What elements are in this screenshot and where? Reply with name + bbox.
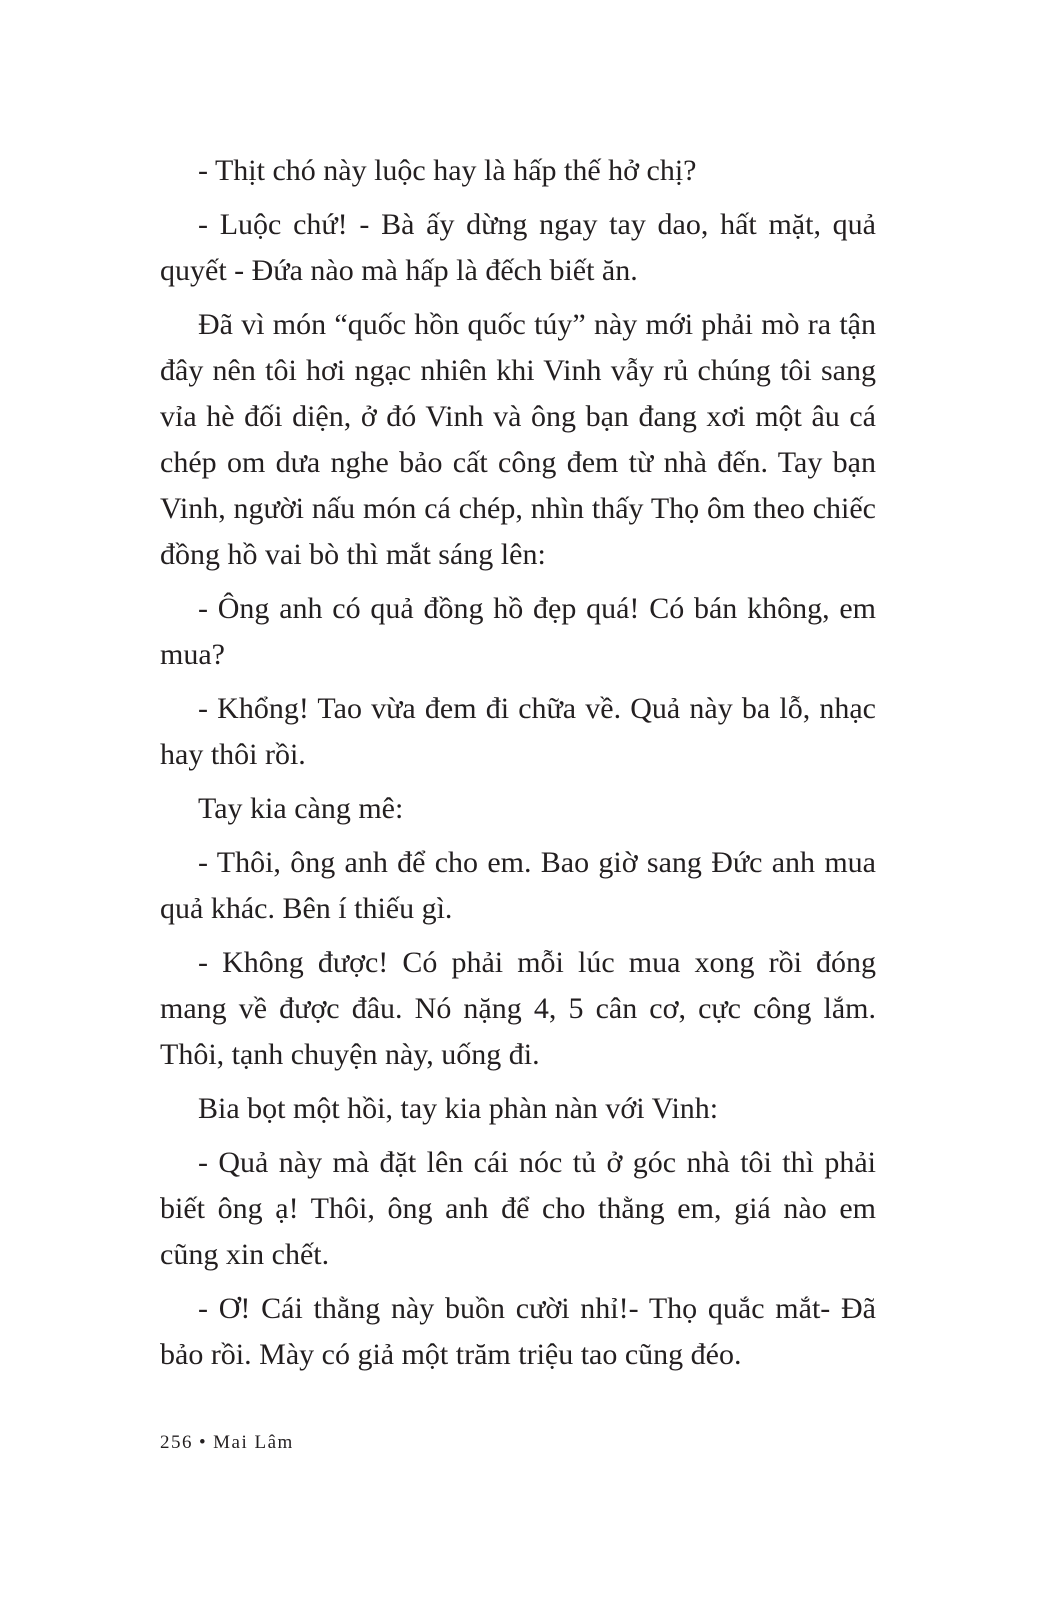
paragraph: Đã vì món “quốc hồn quốc túy” này mới phải mò ra tận đây nên tôi hơi ngạc nhiên khi Vinh vẫy rủ chúng tôi sang vỉa hè đối diện, ở đó Vinh và ông bạn đang xơi một âu cá chép om dưa nghe bảo cất công đem từ nhà đến. Tay bạn Vinh, người nấu món cá chép, nhìn thấy Thọ ôm theo chiếc đồng hồ vai bò thì mắt sáng lên: (160, 308, 876, 571)
paragraph: - Ơ! Cái thằng này buồn cười nhỉ!- Thọ quắc mắt- Đã bảo rồi. Mày có giả một trăm triệu tao cũng đéo. (160, 1292, 876, 1371)
page-number: 256 (160, 1432, 193, 1453)
footer-separator: • (199, 1432, 208, 1453)
paragraph: - Quả này mà đặt lên cái nóc tủ ở góc nhà tôi thì phải biết ông ạ! Thôi, ông anh để cho thằng em, giá nào em cũng xin chết. (160, 1146, 876, 1271)
paragraph: Tay kia càng mê: (198, 792, 404, 825)
page-footer (160, 1432, 294, 1454)
paragraph: - Thịt chó này luộc hay là hấp thế hở chị? (198, 154, 697, 187)
body-text (160, 148, 876, 1386)
paragraph: - Thôi, ông anh để cho em. Bao giờ sang Đức anh mua quả khác. Bên í thiếu gì. (160, 846, 876, 925)
paragraph: - Luộc chứ! - Bà ấy dừng ngay tay dao, hất mặt, quả quyết - Đứa nào mà hấp là đếch biết ăn. (160, 208, 876, 287)
paragraph: - Ông anh có quả đồng hồ đẹp quá! Có bán không, em mua? (160, 592, 876, 671)
paragraph: Bia bọt một hồi, tay kia phàn nàn với Vinh: (198, 1092, 719, 1125)
author-name: Mai Lâm (213, 1432, 294, 1453)
paragraph: - Không được! Có phải mỗi lúc mua xong rồi đóng mang về được đâu. Nó nặng 4, 5 cân cơ, cực công lắm. Thôi, tạnh chuyện này, uống đi. (160, 946, 876, 1071)
paragraph: - Khổng! Tao vừa đem đi chữa về. Quả này ba lỗ, nhạc hay thôi rồi. (160, 692, 876, 771)
